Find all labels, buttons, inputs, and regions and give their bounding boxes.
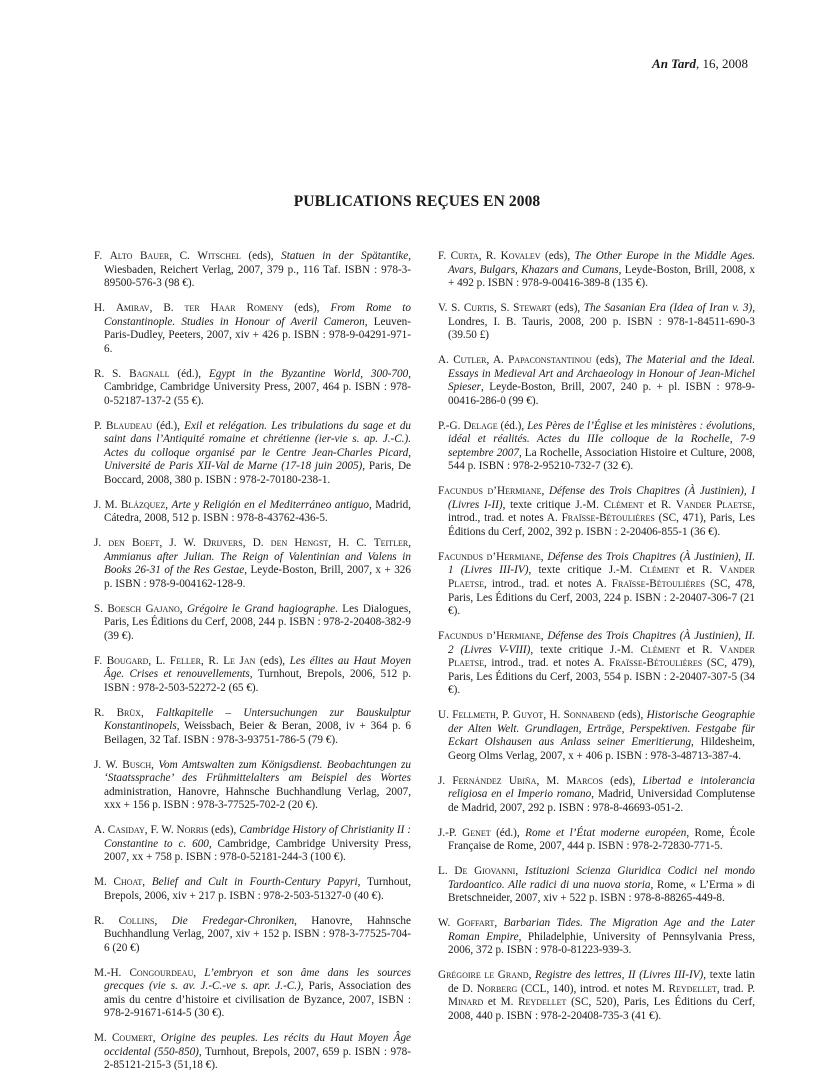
entry-text: (eds), — [540, 250, 575, 263]
work-title: The Sasanian Era (Idea of Iran v. 3) — [583, 302, 753, 315]
entry-text: M. — [94, 1032, 112, 1045]
entry-text: M.-H. — [94, 966, 130, 979]
author-name: Teitler — [373, 537, 409, 550]
work-title: Défense des Trois Chapitres (À Justinien), II. 1 (Livres III-IV) — [448, 550, 756, 577]
work-title: Historische Geographie der Alten Welt. Grundlagen, Erträge, Perspektiven. Festgabe für Eckart Olshausen aus Anlass seiner Emeritierung — [448, 709, 755, 749]
entry-text: (eds), — [602, 774, 643, 787]
work-title: Cambridge History of Christianity II : Constantine to c. 600 — [104, 824, 411, 850]
entry-text: (SC, 478, Paris, Les Éditions du Cerf, 2003, 224 p. ISBN : 2-20407-306-7 (21 €). — [448, 578, 755, 618]
author-name: Feller — [169, 654, 202, 667]
entry-text: , J. W. — [159, 537, 204, 550]
entry-text: V. S. — [438, 302, 464, 315]
volume-year: , 16, 2008 — [696, 56, 748, 71]
author-name: Reydellet — [518, 996, 567, 1009]
entry-text: , trad. P. — [716, 982, 755, 995]
author-name: Coumert — [111, 1032, 153, 1045]
entry-text: M. — [94, 876, 114, 889]
author-name: Curta — [450, 250, 479, 263]
entry-text: J. M. — [94, 498, 121, 511]
bibliography-entry — [94, 603, 411, 644]
author-name: Grégoire le Grand — [438, 968, 529, 981]
entry-text: , Leuven-Paris-Dudley, Peeters, 2007, xiv + 426 p. ISBN : 978-9-04291-971-6. — [104, 315, 411, 355]
entry-text: , — [151, 758, 159, 771]
author-name: Fraïsse-Bétoulières — [611, 578, 706, 590]
bibliography-entry — [94, 915, 411, 956]
author-name: Bougard — [106, 654, 149, 667]
right-column — [438, 239, 755, 1030]
work-title: Barbarian Tides. The Migration Age and the Later Roman Empire — [448, 917, 756, 943]
entry-text: (eds), — [551, 302, 584, 315]
entry-text: , — [515, 865, 525, 878]
entry-text: P.-G. — [438, 419, 464, 432]
entry-text: , — [140, 706, 157, 719]
entry-text: (eds), — [614, 709, 647, 722]
work-title: Die Fredegar-Chroniken — [171, 914, 295, 927]
work-title: Egypt in the Byzantine World, 300-700 — [208, 367, 409, 380]
author-name: Minard — [448, 996, 484, 1009]
entry-text: , texte critique J.-M. — [502, 498, 604, 511]
entry-text: (éd.), — [169, 367, 209, 380]
bibliography-entry — [438, 302, 755, 343]
entry-text: (éd.), — [497, 419, 528, 432]
entry-text: (eds), — [240, 250, 282, 263]
entry-text: , Wiesbaden, Reichert Verlag, 2007, 379 p., 116 Taf. ISBN : 978-3-89500-576-3 (98 €). — [104, 250, 411, 290]
entry-text: , — [154, 914, 172, 927]
author-name: den Hengst — [270, 537, 329, 550]
author-name: Clément — [639, 564, 680, 577]
entry-text: , introd., trad. et notes A. — [484, 578, 612, 590]
page-title: PUBLICATIONS REÇUES EN 2008 — [293, 193, 541, 210]
entry-text: R. — [94, 706, 117, 719]
entry-text: , — [165, 498, 172, 511]
author-name: Fraïsse-Bétoulières — [561, 512, 655, 525]
entry-text: , introd., trad. et notes A. — [448, 498, 755, 525]
entry-text: F. — [438, 250, 451, 263]
entry-text: R. S. — [94, 367, 130, 380]
work-title: Les Pères de l’Église et les ministères : évolutions, idéal et réalités. Actes du IIIe colloque de la Rochelle, 7-9 septembre 2007 — [448, 419, 755, 459]
entry-text: , L. — [148, 654, 170, 667]
bibliography-entry — [94, 302, 411, 356]
entry-text: J. — [94, 537, 109, 550]
author-name: Fernández Ubiña — [452, 774, 537, 787]
work-title: The Other Europe in the Middle Ages. Avars, Bulgars, Khazars and Cumans — [448, 250, 755, 276]
entry-text: A. — [94, 824, 108, 837]
author-name: Busch — [122, 758, 152, 771]
entry-text: , introd., trad. et notes A. — [484, 657, 609, 670]
entry-text: et R. — [643, 498, 676, 511]
entry-text: , S. — [493, 302, 514, 315]
author-name: Bagnall — [129, 367, 170, 380]
entry-text: , — [142, 876, 152, 889]
entry-text: et M. — [483, 996, 519, 1009]
bibliography-entry — [94, 1032, 411, 1073]
work-title: L’embryon et son âme dans les sources grecques (vie s. av. J.-C.-ve s. apr. J.-C.) — [104, 966, 411, 993]
journal-name: An Tard — [652, 56, 696, 71]
work-title: Ammianus after Julian. The Reign of Valentinian and Valens in Books 26-31 of the Res Gestae — [104, 550, 411, 577]
author-name: Vander Plaetse — [448, 643, 755, 670]
entry-text: U. — [438, 709, 453, 722]
work-title: Registre des lettres, II (Livres III-IV) — [535, 968, 704, 981]
work-title: Statuen in der Spätantike — [281, 250, 409, 263]
entry-text: , Cambridge, Cambridge University Press, 2007, xx + 758 p. ISBN : 978-0-52181-244-3 (100 €). — [104, 837, 411, 864]
entry-text: (éd.), — [490, 826, 526, 839]
author-name: Norris — [176, 824, 209, 837]
entry-text: , Turnhout, Brepols, 2007, 659 p. ISBN : 978-2-85121-215-3 (51,18 €). — [104, 1045, 411, 1072]
entry-text: , Paris, Association des amis du centre d’histoire et civilisation de Byzance, 2007, ISBN : 978-2-91671-614-5 (30 €). — [104, 980, 411, 1020]
author-name: Vander Plaetse — [675, 498, 753, 511]
entry-text: , R. — [478, 250, 501, 263]
entry-text: , Turnhout, Brepols, 2006, 512 p. ISBN : 978-2-503-52272-2 (65 €). — [104, 668, 412, 694]
entry-text: (eds), — [591, 354, 626, 367]
work-title: Les élites au Haut Moyen Âge. Crises et renouvellements — [104, 654, 411, 681]
entry-text: , Leyde-Boston, Brill, 2008, x + 492 p. ISBN : 978-9-00416-389-8 (135 €). — [448, 263, 755, 290]
entry-text: H. — [94, 302, 116, 315]
author-name: De Giovanni — [454, 865, 516, 878]
entry-text: , — [179, 602, 187, 615]
entry-text: , — [152, 1032, 161, 1045]
work-title: Istituzioni Scienza Giuridica Codici nel mondo Tardoantico. Alle radici di una nuova storia — [448, 865, 756, 891]
entry-text: , — [494, 917, 504, 929]
author-name: Brüx — [116, 706, 141, 719]
author-name: Blaudeau — [106, 419, 153, 432]
bibliography-entry — [94, 250, 411, 291]
author-name: Kovalev — [500, 250, 541, 263]
entry-text: et R. — [680, 643, 720, 656]
entry-text: J. W. — [94, 758, 123, 771]
work-title: Libertad e intolerancia religiosa en el Imperio romano — [448, 774, 755, 801]
entry-text: , — [541, 485, 549, 498]
bibliography-entry — [94, 537, 411, 591]
running-header — [652, 56, 748, 72]
entry-text: , — [540, 550, 548, 563]
bibliography-entry — [94, 876, 411, 903]
bibliography-entry — [438, 551, 755, 619]
entry-text: , H. C. — [328, 537, 374, 550]
entry-text: , Londres, I. B. Tauris, 2008, 200 p. ISBN : 978-1-84511-690-3 (39.50 £) — [448, 302, 755, 342]
author-name: Le Jan — [223, 654, 256, 667]
bibliography-entry — [438, 250, 755, 291]
entry-text: F. — [94, 250, 110, 263]
author-name: Clément — [640, 643, 681, 656]
entry-text: , B. — [149, 302, 185, 315]
author-name: Vander Plaetse — [448, 564, 755, 590]
entry-text: et R. — [679, 564, 720, 577]
entry-text: J.-P. — [438, 826, 463, 839]
bibliography-entry — [94, 368, 411, 409]
entry-text: , R. — [201, 654, 224, 667]
entry-text: , Hanovre, Hahnsche Buchhandlung Verlag, 2007, xiv + 152 p. ISBN : 978-3-77525-704-6 (20 €) — [104, 914, 411, 954]
entry-text: , F. W. — [144, 824, 177, 837]
bibliography-entry — [438, 969, 755, 1023]
bibliography-entry — [94, 759, 411, 813]
author-name: Casiday — [107, 824, 145, 837]
author-name: Norberg — [476, 982, 518, 995]
work-title: Défense des Trois Chapitres (À Justinien), I (Livres I-II) — [448, 485, 756, 511]
author-name: Blázquez — [120, 498, 166, 511]
entry-text: , Madrid, Universidad Complutense de Madrid, 2007, 292 p. ISBN : 978-8-46693-051-2. — [448, 788, 755, 814]
entry-text: , Leyde-Boston, Brill, 2007, x + 326 p. ISBN : 978-9-004162-128-9. — [104, 564, 411, 590]
work-title: Faltkapitelle – Untersuchungen zur Bauskulptur Konstantinopels — [104, 706, 411, 733]
author-name: Curtis — [463, 302, 494, 315]
entry-text: , Hildesheim, Georg Olms Verlag, 2007, x + 406 p. ISBN : 978-3-48713-387-4. — [448, 736, 755, 762]
entry-text: (SC, 520), Paris, Les Éditions du Cerf, 2008, 440 p. ISBN : 978-2-20408-735-3 (41 €). — [448, 996, 755, 1022]
entry-text: , H. — [543, 709, 564, 722]
entry-text: P. — [94, 419, 106, 432]
entry-text: , — [528, 968, 536, 981]
entry-text: , C. — [169, 250, 198, 263]
bibliography-entry — [438, 709, 755, 763]
work-title: Vom Amtswalten zum Königsdienst. Beobachtungen zu ‘Staatssprache’ des Frühmittelalters am Beispiel des Wortes — [104, 758, 412, 785]
entry-text: A. — [438, 354, 454, 367]
entry-text: , Madrid, Cátedra, 2008, 512 p. ISBN : 978-8-43762-436-5. — [104, 498, 411, 525]
entry-text: , M. — [536, 774, 567, 787]
bibliography-entry — [438, 485, 755, 539]
work-title: Origine des peuples. Les récits du Haut Moyen Âge occidental (550-850) — [104, 1032, 412, 1058]
entry-text: R. — [94, 914, 119, 927]
left-column — [94, 239, 411, 1079]
bibliography-entry — [438, 775, 755, 816]
entry-text: S. — [94, 602, 108, 615]
work-title: The Material and the Ideal. Essays in Medieval Art and Archaeology in Honour of Jean-Michel Spieser — [448, 354, 755, 394]
entry-text: L. — [438, 865, 455, 878]
author-name: Boesch Gajano — [107, 602, 180, 615]
bibliography-entry — [438, 420, 755, 474]
entry-text: . Les Dialogues, Paris, Les Éditions du Cerf, 2008, 244 p. ISBN : 978-2-20408-382-9 (39 €). — [104, 602, 412, 642]
work-title: Arte y Religión en el Mediterráneo antiguo — [171, 498, 369, 511]
author-name: Alto Bauer — [109, 250, 170, 263]
author-name: Stewart — [513, 302, 552, 315]
author-name: Papaconstantinou — [508, 354, 592, 367]
entry-text: , — [193, 966, 205, 979]
entry-text: , Turnhout, Brepols, 2006, xiv + 217 p. ISBN : 978-2-503-51327-0 (40 €). — [104, 876, 411, 902]
work-title: Belief and Cult in Fourth-Century Papyri — [151, 876, 358, 889]
author-name: Guyot — [513, 709, 544, 722]
entry-text: W. — [438, 917, 457, 929]
entry-text: , Cambridge, Cambridge University Press, 2007, 464 p. ISBN : 978-0-52187-137-2 (55 €). — [104, 367, 412, 407]
author-name: Reydellet — [668, 982, 717, 995]
entry-text: J. — [438, 774, 453, 787]
entry-text: , Rome, « L’Erma » di Bretschneider, 2007, xiv + 522 p. ISBN : 978-8-88265-449-8. — [448, 878, 755, 905]
author-name: Witschel — [197, 250, 241, 263]
bibliography-entry — [94, 824, 411, 865]
entry-text: , Weissbach, Beier & Beran, 2008, iv + 364 p. 6 Beilagen, 32 Taf. ISBN : 978-3-93751-786-5 (79 €). — [104, 720, 411, 746]
entry-text: , — [540, 629, 548, 642]
entry-text: , texte latin de D. — [448, 968, 756, 995]
author-name: Sonnabend — [563, 709, 615, 722]
work-title: Exil et relégation. Les tribulations du sage et du saint dans l’Antiquité romaine et chrétienne (ier-vie s. ap. J.-C.). Actes du colloque organisé par le Centre Jean-Charles Picard, Université de Paris XII-Val de Marne (17-18 juin 2005) — [104, 419, 412, 473]
work-title: From Rome to Constantinople. Studies in Honour of Averil Cameron — [104, 302, 411, 328]
author-name: Delage — [463, 419, 498, 432]
author-name: Facundus d’Hermiane — [438, 629, 541, 642]
author-name: Marcos — [566, 774, 603, 787]
author-name: Clément — [603, 498, 644, 511]
author-name: Facundus d’Hermiane — [438, 485, 542, 498]
author-name: Amirav — [115, 302, 150, 315]
entry-text: (éd.), — [152, 419, 185, 432]
entry-text: , texte critique J.-M. — [530, 643, 641, 656]
work-title: Défense des Trois Chapitres (À Justinien), II. 2 (Livres V-VIII) — [448, 629, 756, 656]
author-name: Cutler — [453, 354, 487, 367]
entry-text: administration, Hanovre, Hahnsche Buchhandlung Verlag, 2007, xxx + 156 p. ISBN : 978-3-77525-702-2 (20 €). — [104, 785, 411, 812]
work-title: Grégoire le Grand hagiographe — [186, 602, 336, 615]
author-name: Congourdeau — [129, 966, 194, 979]
entry-text: F. — [94, 654, 107, 667]
entry-text: , D. — [242, 537, 271, 550]
author-name: Collins — [118, 914, 155, 927]
bibliography-entry — [94, 420, 411, 488]
entry-text: (CCL, 140), introd. et notes M. — [517, 982, 669, 995]
author-name: Drijvers — [203, 537, 243, 550]
author-name: ter Haar Romeny — [184, 302, 284, 315]
entry-text: , P. — [495, 709, 514, 722]
bibliography-entry — [94, 499, 411, 526]
bibliography-entry — [438, 354, 755, 408]
entry-text: (eds), — [208, 824, 240, 837]
author-name: Genet — [462, 826, 491, 839]
entry-text: (SC, 479), Paris, Les Éditions du Cerf, 2003, 554 p. ISBN : 2-20407-307-5 (34 €). — [448, 657, 755, 697]
entry-text: , Philadelphie, University of Pennsylvania Press, 2006, 372 p. ISBN : 978-0-81223-939-3. — [448, 930, 755, 957]
author-name: Choat — [113, 876, 143, 889]
entry-text: , texte critique J.-M. — [528, 564, 640, 577]
bibliography-entry — [438, 827, 755, 854]
entry-text: , La Rochelle, Association Histoire et Culture, 2008, 544 p. ISBN : 978-2-95210-732-7 (32 €). — [448, 446, 755, 473]
bibliography-entry — [438, 630, 755, 698]
entry-text: , A. — [486, 354, 509, 367]
entry-text: (eds), — [255, 654, 290, 667]
author-name: den Boeft — [108, 537, 160, 550]
bibliography-entry — [94, 655, 411, 696]
author-name: Goffart — [456, 917, 495, 929]
bibliography-entry — [438, 865, 755, 906]
entry-text: (eds), — [283, 302, 331, 315]
entry-text: , Rome, École Française de Rome, 2007, 444 p. ISBN : 978-2-72830-771-5. — [448, 826, 755, 853]
bibliography-entry — [438, 917, 755, 958]
bibliography-entry — [94, 967, 411, 1021]
bibliography-entry — [94, 707, 411, 748]
entry-text: , — [408, 537, 411, 550]
author-name: Fraïsse-Bétoulières — [608, 657, 703, 670]
entry-text: (SC, 471), Paris, Les Éditions du Cerf, 2002, 392 p. ISBN : 2-20406-855-1 (36 €). — [448, 512, 755, 539]
entry-text: , Paris, De Boccard, 2008, 380 p. ISBN : 978-2-70180-238-1. — [104, 460, 411, 487]
author-name: Facundus d’Hermiane — [438, 550, 541, 563]
author-name: Fellmeth — [452, 709, 496, 722]
work-title: Rome et l’État moderne européen — [525, 826, 687, 839]
entry-text: , Leyde-Boston, Brill, 2007, 240 p. + pl. ISBN : 978-9-00416-286-0 (99 €). — [448, 381, 755, 407]
